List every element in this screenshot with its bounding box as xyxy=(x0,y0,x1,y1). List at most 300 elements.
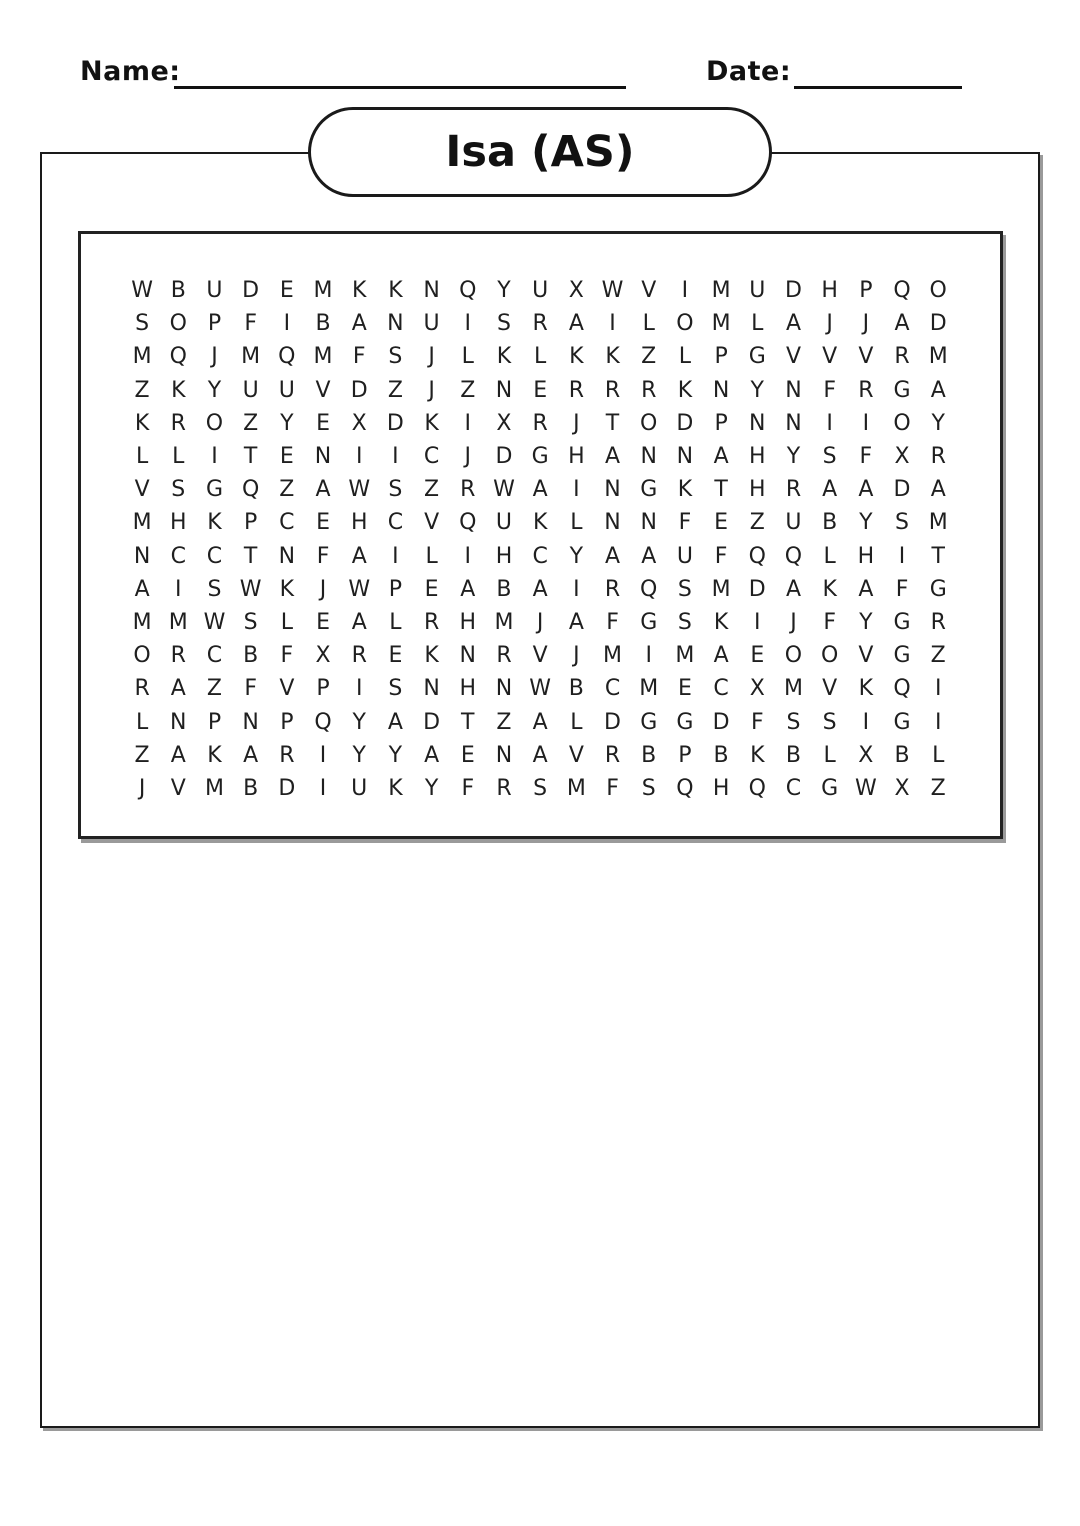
date-label: Date: xyxy=(706,56,792,87)
grid-letter: Z xyxy=(206,676,222,702)
grid-letter: S xyxy=(895,510,910,536)
grid-letter: L xyxy=(823,543,836,569)
grid-letter: Q xyxy=(314,709,332,735)
grid-letter: H xyxy=(749,477,766,503)
grid-letter: Z xyxy=(424,477,440,503)
grid-letter: Z xyxy=(279,477,295,503)
grid-letter: E xyxy=(316,410,330,436)
grid-letter: V xyxy=(279,676,295,702)
grid-letter: T xyxy=(243,444,258,470)
grid-letter: Q xyxy=(169,344,187,370)
grid-letter: Z xyxy=(930,643,946,669)
grid-letter: X xyxy=(749,676,765,702)
grid-letter: O xyxy=(640,410,658,436)
grid-letter: P xyxy=(388,576,403,602)
page-title: Isa (AS) xyxy=(445,127,635,177)
grid-letter: I xyxy=(392,444,399,470)
grid-letter: K xyxy=(569,344,584,370)
grid-letter: S xyxy=(496,311,511,337)
grid-letter: I xyxy=(934,709,942,735)
grid-letter: B xyxy=(496,576,512,602)
grid-letter: P xyxy=(316,676,330,702)
grid-letter: C xyxy=(206,643,223,669)
grid-letter: M xyxy=(711,576,731,602)
grid-letter: B xyxy=(785,742,802,768)
grid-letter: R xyxy=(641,377,657,403)
grid-letter: D xyxy=(784,278,802,304)
grid-letter: Y xyxy=(424,775,439,801)
grid-letter: T xyxy=(605,410,620,436)
grid-letter: A xyxy=(568,609,584,635)
grid-letter: S xyxy=(786,709,801,735)
grid-letter: P xyxy=(859,278,873,304)
letter-grid xyxy=(124,274,1000,805)
grid-letter: P xyxy=(678,742,692,768)
grid-letter: M xyxy=(639,676,659,702)
grid-letter: N xyxy=(785,410,802,436)
grid-letter: R xyxy=(496,775,512,801)
name-label: Name: xyxy=(80,56,181,87)
grid-letter: N xyxy=(495,377,513,403)
grid-letter: N xyxy=(749,410,766,436)
grid-letter: M xyxy=(241,344,261,370)
grid-letter: O xyxy=(133,643,151,669)
title-box xyxy=(308,107,772,197)
grid-letter: G xyxy=(893,609,911,635)
grid-letter: N xyxy=(495,676,513,702)
grid-letter: J xyxy=(211,344,218,370)
grid-letter: I xyxy=(754,609,761,635)
grid-letter: A xyxy=(930,377,946,403)
grid-letter: R xyxy=(460,477,476,503)
grid-letter: K xyxy=(677,477,693,503)
grid-letter: A xyxy=(894,311,910,337)
grid-letter: H xyxy=(821,278,838,304)
grid-letter: I xyxy=(319,742,327,768)
grid-letter: S xyxy=(822,444,837,470)
grid-letter: R xyxy=(423,609,440,635)
grid-letter: A xyxy=(858,576,874,602)
grid-letter: J xyxy=(573,643,580,669)
grid-letter: N xyxy=(242,709,259,735)
grid-letter: Y xyxy=(388,742,403,768)
grid-letter: F xyxy=(280,643,294,669)
grid-letter: V xyxy=(785,344,801,370)
grid-letter: A xyxy=(243,742,259,768)
grid-letter: N xyxy=(459,643,477,669)
grid-letter: G xyxy=(640,477,658,503)
grid-letter: S xyxy=(388,344,403,370)
grid-letter: F xyxy=(244,676,257,702)
grid-letter: Z xyxy=(749,510,765,536)
grid-letter: F xyxy=(823,377,836,403)
grid-letter: J xyxy=(826,311,833,337)
grid-letter: N xyxy=(604,510,621,536)
grid-letter: W xyxy=(131,278,153,304)
grid-letter: A xyxy=(170,742,186,768)
grid-letter: O xyxy=(784,643,803,669)
grid-letter: K xyxy=(279,576,295,602)
grid-letter: M xyxy=(204,775,224,801)
grid-letter: K xyxy=(496,344,512,370)
grid-letter: N xyxy=(387,311,404,337)
grid-letter: A xyxy=(351,311,367,337)
grid-letter: F xyxy=(606,609,619,635)
grid-letter: X xyxy=(496,410,512,436)
grid-letter: N xyxy=(423,278,440,304)
grid-letter: U xyxy=(785,510,802,536)
grid-letter: U xyxy=(206,278,223,304)
grid-letter: U xyxy=(423,311,440,337)
grid-letter: F xyxy=(823,609,836,635)
grid-letter: D xyxy=(495,444,513,470)
grid-letter: N xyxy=(712,377,730,403)
grid-letter: F xyxy=(606,775,619,801)
grid-letter: G xyxy=(531,444,549,470)
grid-letter: K xyxy=(424,410,439,436)
grid-letter: E xyxy=(316,609,330,635)
grid-letter: J xyxy=(464,444,472,470)
grid-letter: W xyxy=(203,609,226,635)
grid-letter: J xyxy=(428,377,435,403)
grid-letter: A xyxy=(424,742,440,768)
grid-letter: J xyxy=(428,344,435,370)
grid-letter: M xyxy=(783,676,803,702)
grid-letter: F xyxy=(895,576,909,602)
grid-letter: H xyxy=(712,775,730,801)
grid-letter: T xyxy=(461,709,475,735)
grid-letter: A xyxy=(170,676,186,702)
grid-letter: K xyxy=(677,377,693,403)
grid-letter: A xyxy=(532,576,548,602)
grid-letter: B xyxy=(170,278,186,304)
grid-letter: K xyxy=(388,278,403,304)
grid-letter: R xyxy=(279,742,295,768)
grid-letter: N xyxy=(278,543,296,569)
grid-letter: C xyxy=(604,676,621,702)
grid-letter: H xyxy=(350,510,368,536)
grid-letter: A xyxy=(315,477,331,503)
grid-letter: B xyxy=(568,676,584,702)
grid-letter: I xyxy=(392,543,399,569)
grid-letter: N xyxy=(423,676,440,702)
grid-letter: P xyxy=(280,709,294,735)
grid-letter: E xyxy=(279,278,294,304)
grid-letter: M xyxy=(313,278,333,304)
grid-letter: W xyxy=(601,278,624,304)
grid-letter: F xyxy=(352,344,366,370)
grid-letter: A xyxy=(785,311,801,337)
grid-letter: J xyxy=(862,311,870,337)
grid-letter: E xyxy=(533,377,548,403)
grid-letter: S xyxy=(822,709,837,735)
grid-letter: E xyxy=(750,643,765,669)
grid-letter: E xyxy=(279,444,294,470)
grid-letter: Y xyxy=(931,410,945,436)
grid-letter: K xyxy=(134,410,150,436)
grid-letter: G xyxy=(205,477,223,503)
grid-letter: E xyxy=(677,676,692,702)
grid-letter: A xyxy=(930,477,946,503)
grid-letter: E xyxy=(460,742,475,768)
grid-letter: M xyxy=(168,609,188,635)
grid-letter: R xyxy=(134,676,150,702)
grid-letter: O xyxy=(893,410,911,436)
grid-letter: L xyxy=(461,344,474,370)
word-search-box xyxy=(78,231,1003,839)
name-input-line[interactable] xyxy=(174,86,626,89)
grid-letter: G xyxy=(893,377,911,403)
grid-letter: Y xyxy=(859,609,873,635)
grid-letter: L xyxy=(823,742,836,768)
grid-letter: X xyxy=(858,742,874,768)
grid-letter: V xyxy=(858,344,874,370)
grid-letter: A xyxy=(605,444,621,470)
grid-letter: W xyxy=(854,775,877,801)
grid-letter: G xyxy=(893,643,911,669)
grid-letter: I xyxy=(645,643,652,669)
grid-letter: I xyxy=(681,278,689,304)
grid-letter: I xyxy=(464,410,472,436)
grid-letter: X xyxy=(894,444,910,470)
grid-letter: I xyxy=(898,543,906,569)
grid-letter: C xyxy=(423,444,440,470)
grid-letter: H xyxy=(170,510,187,536)
grid-letter: Z xyxy=(134,742,150,768)
grid-letter: C xyxy=(387,510,404,536)
grid-letter: X xyxy=(315,643,331,669)
grid-letter: L xyxy=(135,444,149,470)
grid-letter: R xyxy=(785,477,802,503)
grid-letter: A xyxy=(568,311,584,337)
grid-letter: S xyxy=(533,775,548,801)
grid-letter: G xyxy=(821,775,839,801)
grid-letter: M xyxy=(132,510,152,536)
grid-letter: A xyxy=(858,477,874,503)
grid-letter: S xyxy=(677,576,692,602)
grid-letter: X xyxy=(568,278,584,304)
grid-letter: G xyxy=(676,709,694,735)
grid-letter: B xyxy=(315,311,331,337)
grid-letter: R xyxy=(496,643,512,669)
grid-letter: M xyxy=(675,643,695,669)
grid-letter: A xyxy=(641,543,657,569)
grid-letter: P xyxy=(714,344,728,370)
grid-letter: C xyxy=(279,510,295,536)
grid-letter: G xyxy=(893,709,911,735)
grid-letter: R xyxy=(604,742,621,768)
grid-letter: N xyxy=(785,377,802,403)
grid-letter: U xyxy=(242,377,259,403)
grid-letter: L xyxy=(534,344,547,370)
grid-letter: V xyxy=(134,477,150,503)
grid-letter: I xyxy=(211,444,218,470)
grid-letter: G xyxy=(929,576,947,602)
grid-letter: V xyxy=(822,344,838,370)
grid-letter: K xyxy=(352,278,367,304)
grid-letter: K xyxy=(605,344,620,370)
grid-letter: H xyxy=(749,444,766,470)
grid-letter: M xyxy=(566,775,586,801)
grid-letter: I xyxy=(573,576,580,602)
grid-letter: H xyxy=(568,444,585,470)
grid-letter: D xyxy=(242,278,260,304)
grid-letter: V xyxy=(641,278,657,304)
grid-letter: S xyxy=(135,311,150,337)
grid-letter: F xyxy=(750,709,764,735)
grid-letter: W xyxy=(529,676,552,702)
grid-letter: H xyxy=(459,676,477,702)
grid-letter: P xyxy=(207,709,222,735)
grid-letter: N xyxy=(170,709,187,735)
grid-letter: G xyxy=(748,344,766,370)
grid-letter: N xyxy=(640,510,657,536)
grid-letter: O xyxy=(169,311,187,337)
grid-letter: Z xyxy=(134,377,150,403)
grid-letter: A xyxy=(532,742,548,768)
grid-letter: Q xyxy=(459,510,477,536)
grid-letter: K xyxy=(424,643,439,669)
grid-letter: N xyxy=(640,444,657,470)
grid-letter: W xyxy=(348,477,371,503)
grid-letter: V xyxy=(568,742,584,768)
grid-letter: Q xyxy=(676,775,694,801)
grid-letter: S xyxy=(388,477,403,503)
grid-letter: I xyxy=(175,576,182,602)
grid-letter: L xyxy=(135,709,149,735)
grid-letter: D xyxy=(350,377,368,403)
grid-letter: Y xyxy=(352,709,366,735)
grid-letter: B xyxy=(641,742,657,768)
grid-letter: I xyxy=(862,709,870,735)
grid-letter: Q xyxy=(278,344,296,370)
grid-letter: M xyxy=(132,344,152,370)
grid-letter: W xyxy=(493,477,515,503)
grid-letter: Y xyxy=(569,543,584,569)
grid-letter: R xyxy=(604,377,621,403)
grid-letter: T xyxy=(931,543,945,569)
grid-letter: S xyxy=(388,676,403,702)
grid-letter: B xyxy=(713,742,729,768)
grid-letter: Y xyxy=(786,444,801,470)
grid-letter: R xyxy=(930,609,946,635)
grid-letter: N xyxy=(314,444,332,470)
grid-letter: L xyxy=(570,709,583,735)
grid-letter: F xyxy=(244,311,257,337)
grid-letter: B xyxy=(894,742,910,768)
grid-letter: V xyxy=(315,377,331,403)
grid-letter: F xyxy=(859,444,873,470)
grid-letter: O xyxy=(676,311,694,337)
grid-letter: S xyxy=(207,576,222,602)
grid-letter: Q xyxy=(241,477,260,503)
grid-letter: H xyxy=(857,543,875,569)
grid-letter: D xyxy=(893,477,911,503)
grid-letter: D xyxy=(712,709,730,735)
grid-letter: M xyxy=(494,609,514,635)
grid-letter: K xyxy=(750,742,765,768)
grid-letter: K xyxy=(171,377,186,403)
grid-letter: M xyxy=(928,510,948,536)
grid-letter: R xyxy=(930,444,946,470)
grid-letter: Z xyxy=(243,410,259,436)
grid-letter: D xyxy=(748,576,766,602)
grid-letter: P xyxy=(207,311,222,337)
grid-letter: L xyxy=(280,609,293,635)
grid-letter: L xyxy=(425,543,438,569)
grid-letter: B xyxy=(243,775,259,801)
grid-letter: V xyxy=(822,676,838,702)
grid-letter: C xyxy=(170,543,186,569)
grid-letter: Y xyxy=(207,377,222,403)
grid-letter: A xyxy=(605,543,621,569)
grid-letter: K xyxy=(822,576,837,602)
grid-letter: U xyxy=(278,377,295,403)
grid-letter: J xyxy=(790,609,797,635)
grid-letter: H xyxy=(495,543,513,569)
grid-letter: D xyxy=(604,709,621,735)
grid-letter: I xyxy=(464,311,472,337)
grid-letter: Q xyxy=(784,543,803,569)
grid-letter: M xyxy=(928,344,948,370)
grid-letter: Q xyxy=(893,278,911,304)
grid-letter: D xyxy=(676,410,694,436)
grid-letter: M xyxy=(711,278,731,304)
grid-letter: P xyxy=(244,510,258,536)
grid-letter: F xyxy=(316,543,330,569)
grid-letter: Q xyxy=(893,676,911,702)
grid-letter: U xyxy=(495,510,513,536)
grid-letter: D xyxy=(386,410,404,436)
grid-letter: K xyxy=(388,775,403,801)
grid-letter: A xyxy=(351,543,367,569)
grid-letter: A xyxy=(387,709,403,735)
grid-letter: V xyxy=(532,643,548,669)
grid-letter: B xyxy=(243,643,259,669)
grid-letter: K xyxy=(858,676,874,702)
grid-letter: Q xyxy=(748,543,766,569)
grid-letter: F xyxy=(678,510,692,536)
grid-letter: O xyxy=(929,278,947,304)
grid-letter: I xyxy=(319,775,327,801)
grid-letter: I xyxy=(573,477,580,503)
grid-letter: R xyxy=(532,311,548,337)
grid-letter: M xyxy=(711,311,731,337)
grid-letter: Q xyxy=(459,278,477,304)
grid-letter: V xyxy=(170,775,186,801)
grid-letter: A xyxy=(785,576,801,602)
grid-letter: A xyxy=(460,576,476,602)
grid-letter: R xyxy=(568,377,584,403)
grid-letter: U xyxy=(676,543,693,569)
grid-letter: A xyxy=(134,576,150,602)
grid-letter: Y xyxy=(750,377,764,403)
grid-letter: K xyxy=(207,742,222,768)
grid-letter: L xyxy=(172,444,185,470)
grid-letter: C xyxy=(785,775,802,801)
grid-letter: J xyxy=(573,410,580,436)
grid-letter: X xyxy=(894,775,910,801)
grid-letter: D xyxy=(929,311,947,337)
grid-letter: H xyxy=(459,609,477,635)
grid-letter: D xyxy=(423,709,441,735)
grid-letter: R xyxy=(604,576,621,602)
date-input-line[interactable] xyxy=(794,86,962,89)
grid-letter: L xyxy=(678,344,692,370)
grid-letter: I xyxy=(934,676,942,702)
grid-letter: U xyxy=(532,278,549,304)
grid-letter: K xyxy=(532,510,548,536)
